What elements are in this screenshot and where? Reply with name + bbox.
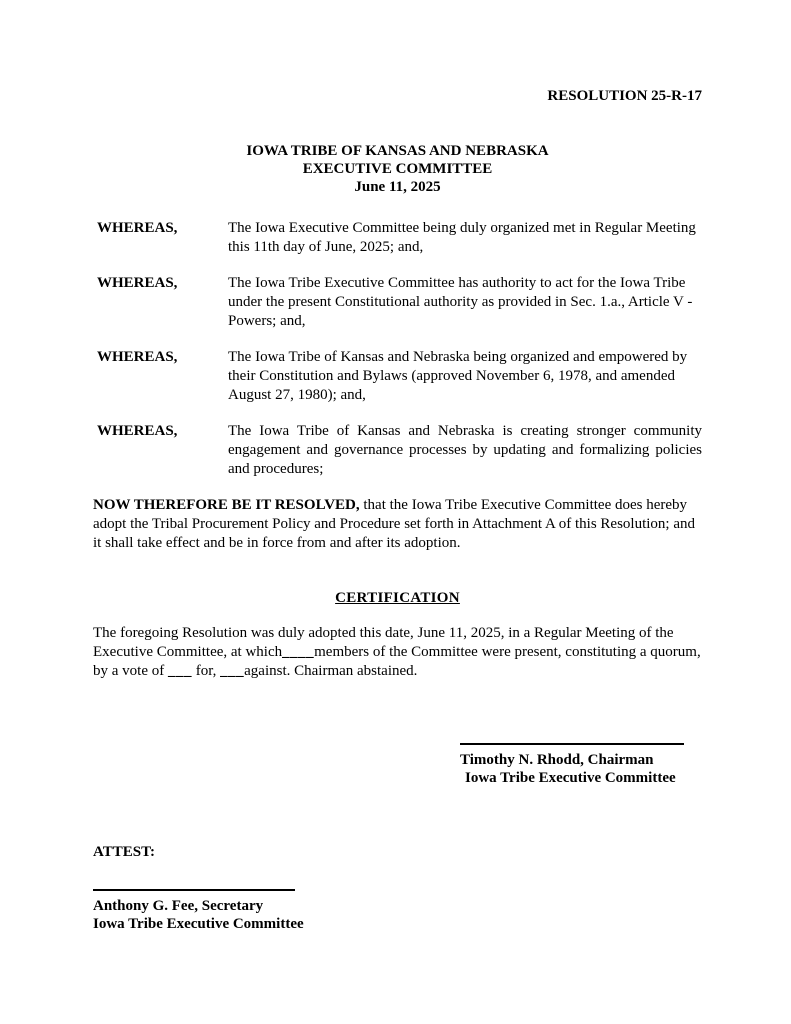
- resolution-number: RESOLUTION 25-R-17: [547, 88, 702, 104]
- secretary-signature-line: [93, 889, 295, 891]
- whereas-text: The Iowa Executive Committee being duly organized met in Regular Meeting this 11th day of June, 2025; and,: [228, 220, 696, 255]
- votes-for-blank: ___: [167, 663, 192, 679]
- whereas-text: The Iowa Tribe Executive Committee has authority to act for the Iowa Tribe under the present Constitutional authority as provided in Sec. 1.a., Article V - Powers; and,: [228, 275, 693, 329]
- certification-paragraph: [93, 624, 702, 681]
- whereas-label: WHEREAS,: [97, 349, 178, 365]
- whereas-label: WHEREAS,: [97, 220, 178, 236]
- whereas-section: [93, 219, 702, 479]
- whereas-label: WHEREAS,: [97, 275, 178, 291]
- certification-text: against. Chairman abstained.: [244, 663, 418, 679]
- chairman-signature-block: [460, 743, 684, 787]
- certification-text: members of the Committee were present, constituting a quorum, by a vote of: [93, 644, 701, 679]
- whereas-clause-2: [93, 274, 702, 331]
- resolved-lead: NOW THEREFORE BE IT RESOLVED,: [93, 497, 360, 513]
- whereas-clause-3: [93, 348, 702, 405]
- certification-heading: CERTIFICATION: [335, 590, 460, 606]
- org-title: IOWA TRIBE OF KANSAS AND NEBRASKA: [246, 143, 549, 159]
- document-date: June 11, 2025: [354, 179, 441, 195]
- chairman-org: Iowa Tribe Executive Committee: [465, 770, 676, 786]
- whereas-text: The Iowa Tribe of Kansas and Nebraska is creating stronger community engagement and governance processes by updating and formalizing policies and procedures;: [228, 423, 702, 477]
- secretary-name: Anthony G. Fee, Secretary: [93, 898, 264, 914]
- resolved-paragraph: [93, 496, 702, 553]
- whereas-clause-1: [93, 219, 702, 257]
- chairman-signature-line: [460, 743, 684, 745]
- certification-text: The foregoing Resolution was duly adopted this date, June 11, 2025, in a Regular Meeting of the Executive Committee, at which: [93, 625, 674, 660]
- resolved-text: that the Iowa Tribe Executive Committee does hereby adopt the Tribal Procurement Policy and Procedure set forth in Attachment A of this Resolution; and it shall take effect and be in force from and after its adoption.: [93, 497, 695, 551]
- secretary-org: Iowa Tribe Executive Committee: [93, 916, 304, 932]
- committee-title: EXECUTIVE COMMITTEE: [302, 161, 493, 177]
- attest-label: ATTEST:: [93, 844, 155, 860]
- document-title-block: [93, 142, 702, 196]
- whereas-text: The Iowa Tribe of Kansas and Nebraska being organized and empowered by their Constitution and Bylaws (approved November 6, 1978, and amended August 27, 1980); and,: [228, 349, 688, 403]
- chairman-name: Timothy N. Rhodd, Chairman: [460, 752, 654, 768]
- whereas-label: WHEREAS,: [97, 423, 178, 439]
- votes-against-blank: ___: [220, 663, 245, 679]
- whereas-clause-4: [93, 422, 702, 479]
- members-blank: ____: [282, 644, 315, 660]
- certification-text: for,: [191, 663, 221, 679]
- secretary-signature-block: [93, 889, 353, 933]
